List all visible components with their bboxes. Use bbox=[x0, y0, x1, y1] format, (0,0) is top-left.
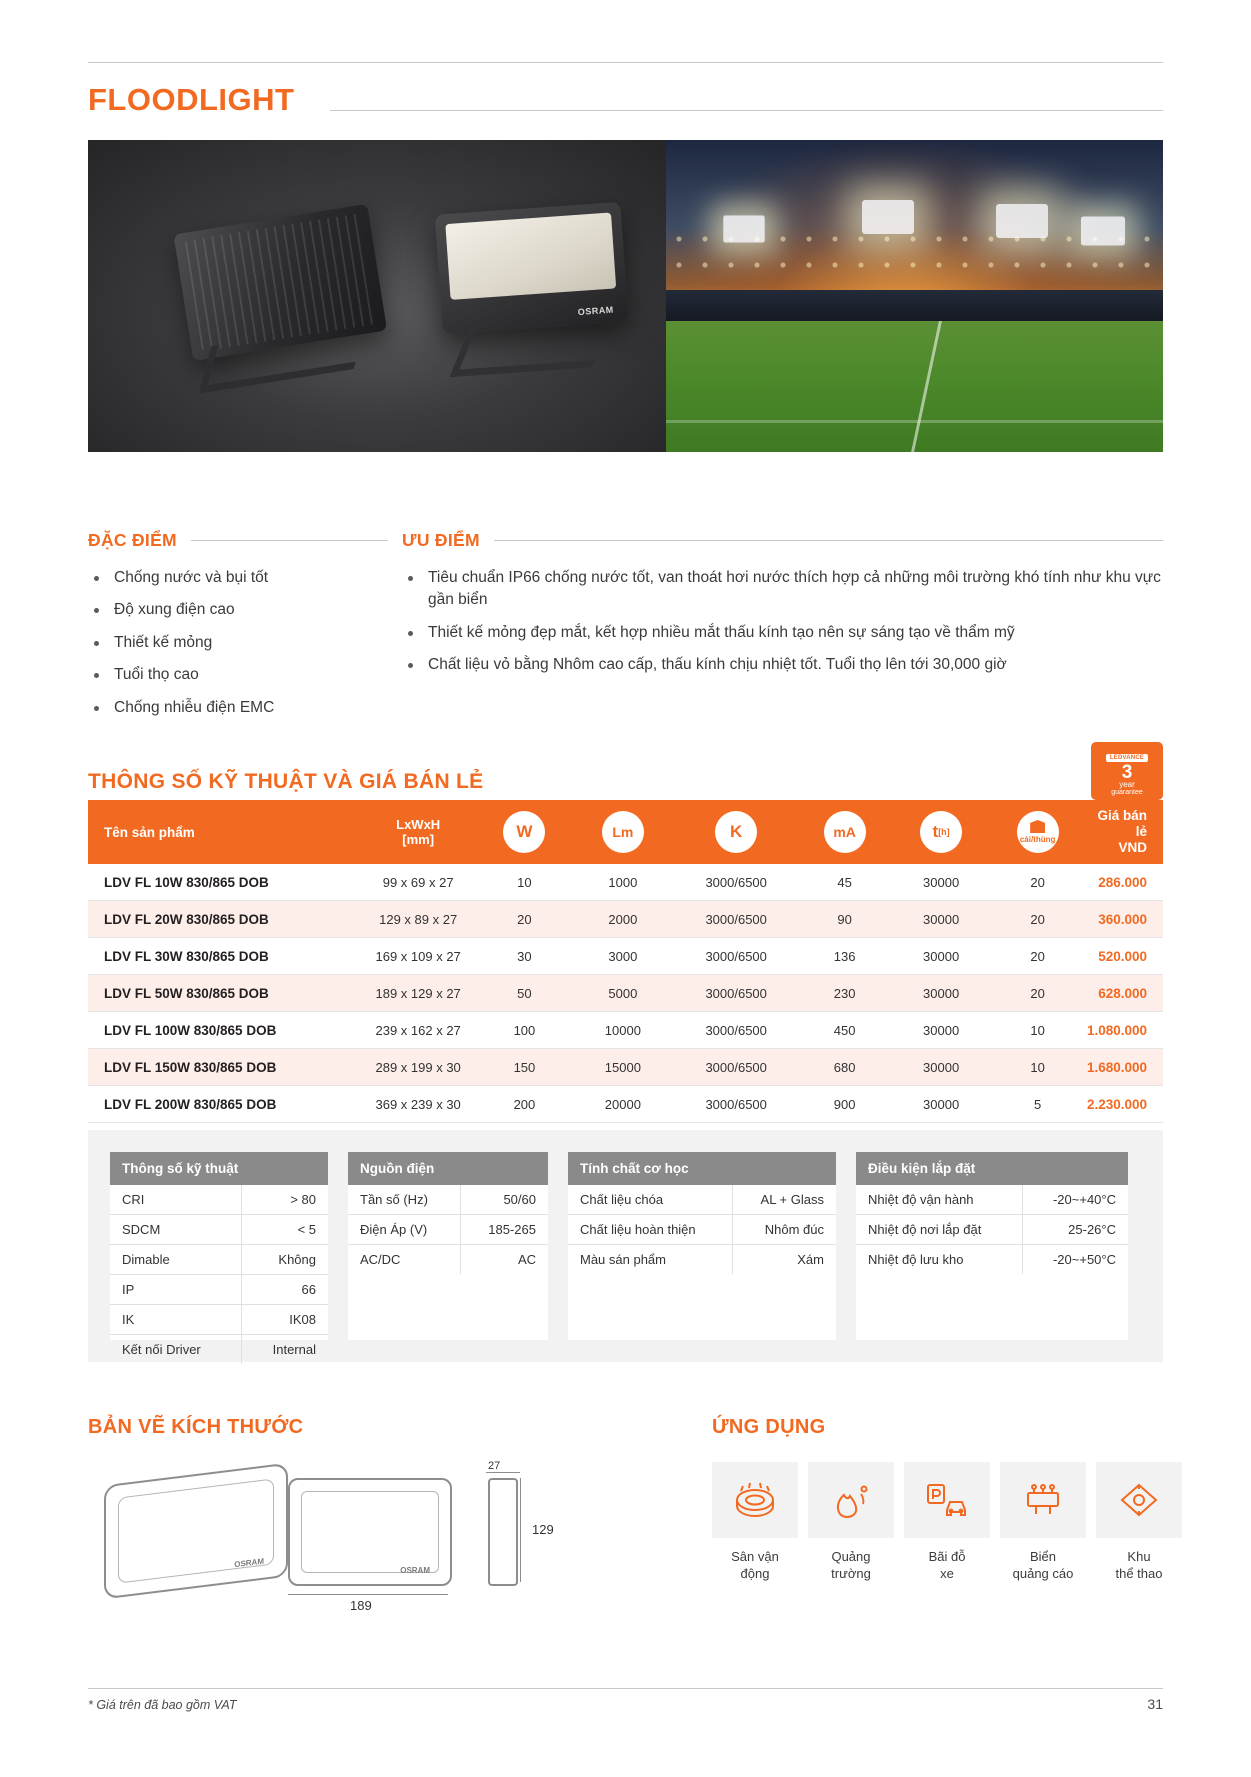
cell-price: 286.000 bbox=[1086, 864, 1163, 901]
dimension-drawing bbox=[88, 1460, 648, 1630]
watt-icon: W bbox=[503, 811, 545, 853]
cell-lm: 1000 bbox=[570, 864, 676, 901]
spec-value: -20~+50°C bbox=[1022, 1245, 1128, 1275]
cell-price: 1.680.000 bbox=[1086, 1049, 1163, 1086]
spec-value: -20~+40°C bbox=[1022, 1185, 1128, 1215]
spec-group-technical bbox=[110, 1152, 328, 1357]
spec-value: Nhôm đúc bbox=[733, 1215, 836, 1245]
features-heading-rule bbox=[191, 540, 388, 541]
drawing-perspective-view bbox=[104, 1463, 288, 1600]
spec-value: < 5 bbox=[242, 1215, 328, 1245]
dimension-line-height bbox=[520, 1478, 521, 1582]
cell-dims: 189 x 129 x 27 bbox=[357, 975, 479, 1012]
spec-value: 185-265 bbox=[460, 1215, 548, 1245]
list-item: Độ xung điện cao bbox=[88, 599, 388, 621]
dimension-line-depth bbox=[486, 1472, 520, 1473]
cell-k: 3000/6500 bbox=[676, 1012, 796, 1049]
features-section bbox=[88, 530, 1163, 729]
spec-key: Nhiệt độ lưu kho bbox=[868, 1252, 964, 1267]
benefits-heading-rule bbox=[494, 540, 1163, 541]
product-photo bbox=[88, 140, 666, 452]
lifetime-letter: t bbox=[932, 822, 939, 841]
cell-name: LDV FL 20W 830/865 DOB bbox=[88, 901, 357, 938]
cell-lm: 5000 bbox=[570, 975, 676, 1012]
cell-t: 30000 bbox=[893, 1086, 990, 1123]
table-row bbox=[88, 1086, 1163, 1123]
page-title: FLOODLIGHT bbox=[88, 82, 295, 117]
spec-row bbox=[568, 1185, 836, 1215]
table-row bbox=[88, 975, 1163, 1012]
cell-box: 20 bbox=[989, 864, 1086, 901]
applications-title: ỨNG DỤNG bbox=[712, 1416, 826, 1438]
spec-row bbox=[568, 1215, 836, 1245]
cell-box: 20 bbox=[989, 975, 1086, 1012]
cell-k: 3000/6500 bbox=[676, 938, 796, 975]
spec-row bbox=[856, 1215, 1128, 1245]
floodlight-angled-view bbox=[173, 203, 394, 382]
application-item bbox=[712, 1462, 798, 1582]
cell-box: 10 bbox=[989, 1012, 1086, 1049]
osram-logo: OSRAM bbox=[234, 1556, 264, 1570]
benefits-column bbox=[388, 530, 1163, 729]
spec-key: Điện Áp (V) bbox=[348, 1215, 460, 1245]
guarantee-label: guarantee bbox=[1111, 789, 1143, 796]
spec-group-power bbox=[348, 1152, 548, 1340]
price-section-title: THÔNG SỐ KỸ THUẬT VÀ GIÁ BÁN LẺ bbox=[88, 770, 484, 793]
cell-ma: 230 bbox=[796, 975, 893, 1012]
cell-price: 1.080.000 bbox=[1086, 1012, 1163, 1049]
application-item bbox=[904, 1462, 990, 1582]
box-label: cái/thùng bbox=[1019, 835, 1056, 844]
spec-group-installation bbox=[856, 1152, 1128, 1340]
title-divider bbox=[330, 110, 1163, 111]
col-price-line2: VND bbox=[1118, 840, 1147, 855]
application-item bbox=[808, 1462, 894, 1582]
spec-value: Internal bbox=[242, 1335, 328, 1365]
box-icon bbox=[1017, 811, 1059, 853]
dimension-depth-label: 27 bbox=[488, 1460, 501, 1472]
spec-row bbox=[856, 1245, 1128, 1275]
spec-row bbox=[856, 1185, 1128, 1215]
dimension-drawing-title: BẢN VẼ KÍCH THƯỚC bbox=[88, 1416, 304, 1438]
cell-ma: 900 bbox=[796, 1086, 893, 1123]
stadium-icon bbox=[712, 1462, 798, 1538]
osram-logo: OSRAM bbox=[577, 304, 615, 318]
cell-name: LDV FL 50W 830/865 DOB bbox=[88, 975, 357, 1012]
spec-value: AL + Glass bbox=[733, 1185, 836, 1215]
col-lumen bbox=[570, 800, 676, 864]
list-item: Tiêu chuẩn IP66 chống nước tốt, van thoát hơi nước thích hợp cả những môi trường khó tính như khu vực gần biển bbox=[402, 567, 1163, 612]
list-item: Thiết kế mỏng bbox=[88, 632, 388, 654]
spec-key: AC/DC bbox=[360, 1252, 401, 1267]
spec-group-title: Điều kiện lắp đặt bbox=[856, 1152, 1128, 1185]
cell-t: 30000 bbox=[893, 1012, 990, 1049]
cell-lm: 3000 bbox=[570, 938, 676, 975]
cell-lm: 2000 bbox=[570, 901, 676, 938]
col-dimensions-line2: [mm] bbox=[402, 832, 435, 847]
spec-row bbox=[110, 1215, 328, 1245]
cell-lm: 20000 bbox=[570, 1086, 676, 1123]
spec-value: Xám bbox=[733, 1245, 836, 1275]
spec-key: Kết nối Driver bbox=[122, 1342, 201, 1357]
col-units-per-box bbox=[989, 800, 1086, 864]
table-row bbox=[88, 864, 1163, 901]
cell-name: LDV FL 10W 830/865 DOB bbox=[88, 864, 357, 901]
benefits-heading: ƯU ĐIỂM bbox=[402, 530, 480, 550]
guarantee-year-label: year bbox=[1119, 780, 1135, 789]
spec-row bbox=[110, 1245, 328, 1275]
page-number: 31 bbox=[1147, 1696, 1163, 1712]
cell-name: LDV FL 150W 830/865 DOB bbox=[88, 1049, 357, 1086]
list-item: Chống nhiễu điện EMC bbox=[88, 697, 388, 719]
dimension-height-label: 129 bbox=[532, 1522, 554, 1537]
plaza-icon bbox=[808, 1462, 894, 1538]
application-label: Sân vận động bbox=[731, 1549, 779, 1581]
application-photo bbox=[666, 140, 1163, 452]
spec-value: Không bbox=[242, 1245, 328, 1275]
cell-k: 3000/6500 bbox=[676, 901, 796, 938]
spec-key: Nhiệt độ nơi lắp đặt bbox=[856, 1215, 1022, 1245]
box-glyph bbox=[1030, 820, 1045, 833]
spec-key: SDCM bbox=[110, 1215, 242, 1245]
milliamp-icon: mA bbox=[824, 811, 866, 853]
spec-key: CRI bbox=[110, 1185, 242, 1215]
lifetime-unit: [h] bbox=[938, 827, 950, 837]
dimension-width-label: 189 bbox=[350, 1598, 372, 1613]
cell-dims: 99 x 69 x 27 bbox=[357, 864, 479, 901]
cell-box: 10 bbox=[989, 1049, 1086, 1086]
dimension-line-width bbox=[288, 1594, 448, 1595]
footer-divider bbox=[88, 1688, 1163, 1689]
spec-key: IK bbox=[110, 1305, 242, 1335]
cell-name: LDV FL 200W 830/865 DOB bbox=[88, 1086, 357, 1123]
spec-value: > 80 bbox=[242, 1185, 328, 1215]
top-divider bbox=[88, 62, 1163, 63]
cell-price: 520.000 bbox=[1086, 938, 1163, 975]
spec-row bbox=[110, 1185, 328, 1215]
features-heading: ĐẶC ĐIỂM bbox=[88, 530, 177, 550]
list-item: Tuổi thọ cao bbox=[88, 664, 388, 686]
cell-t: 30000 bbox=[893, 901, 990, 938]
cell-ma: 90 bbox=[796, 901, 893, 938]
list-item: Chống nước và bụi tốt bbox=[88, 567, 388, 589]
col-dimensions-line1: LxWxH bbox=[396, 817, 441, 832]
cell-price: 360.000 bbox=[1086, 901, 1163, 938]
footnote: * Giá trên đã bao gồm VAT bbox=[88, 1698, 237, 1712]
cell-ma: 680 bbox=[796, 1049, 893, 1086]
cell-w: 50 bbox=[479, 975, 570, 1012]
spec-key: Màu sán phẩm bbox=[580, 1252, 666, 1267]
cell-dims: 289 x 199 x 30 bbox=[357, 1049, 479, 1086]
cell-box: 20 bbox=[989, 938, 1086, 975]
osram-logo: OSRAM bbox=[400, 1566, 430, 1575]
spec-row bbox=[110, 1305, 328, 1335]
table-row bbox=[88, 1012, 1163, 1049]
cell-price: 628.000 bbox=[1086, 975, 1163, 1012]
spec-value: IK08 bbox=[242, 1305, 328, 1335]
applications-list bbox=[712, 1462, 1182, 1582]
spec-row bbox=[110, 1335, 328, 1365]
cell-k: 3000/6500 bbox=[676, 1049, 796, 1086]
spec-group-title: Nguồn điện bbox=[348, 1152, 548, 1185]
guarantee-badge bbox=[1091, 742, 1163, 800]
ledvance-logo: LEDVANCE bbox=[1106, 754, 1148, 762]
spec-row bbox=[348, 1245, 548, 1275]
hero-images bbox=[88, 140, 1163, 452]
cell-k: 3000/6500 bbox=[676, 864, 796, 901]
cell-dims: 129 x 89 x 27 bbox=[357, 901, 479, 938]
floodlight-front-view bbox=[435, 202, 636, 375]
cell-dims: 239 x 162 x 27 bbox=[357, 1012, 479, 1049]
spec-key: Dimable bbox=[110, 1245, 242, 1275]
table-row bbox=[88, 901, 1163, 938]
spec-group-title: Tính chất cơ học bbox=[568, 1152, 836, 1185]
cell-w: 200 bbox=[479, 1086, 570, 1123]
spec-group-title: Thông số kỹ thuật bbox=[110, 1152, 328, 1185]
cell-ma: 450 bbox=[796, 1012, 893, 1049]
spec-row bbox=[348, 1215, 548, 1245]
cell-t: 30000 bbox=[893, 938, 990, 975]
spec-value: 50/60 bbox=[460, 1185, 548, 1215]
col-watt bbox=[479, 800, 570, 864]
cell-w: 30 bbox=[479, 938, 570, 975]
application-item bbox=[1000, 1462, 1086, 1582]
cell-w: 150 bbox=[479, 1049, 570, 1086]
kelvin-icon: K bbox=[715, 811, 757, 853]
drawing-side-view bbox=[488, 1478, 518, 1586]
guarantee-years: 3 bbox=[1121, 762, 1133, 783]
application-item bbox=[1096, 1462, 1182, 1582]
col-current bbox=[796, 800, 893, 864]
cell-t: 30000 bbox=[893, 975, 990, 1012]
cell-w: 20 bbox=[479, 901, 570, 938]
parking-icon bbox=[904, 1462, 990, 1538]
features-column bbox=[88, 530, 388, 729]
drawing-front-view bbox=[288, 1478, 452, 1586]
cell-ma: 45 bbox=[796, 864, 893, 901]
cell-w: 100 bbox=[479, 1012, 570, 1049]
price-table bbox=[88, 800, 1163, 1123]
cell-lm: 15000 bbox=[570, 1049, 676, 1086]
spec-key: Chất liệu hoàn thiện bbox=[568, 1215, 733, 1245]
spec-group-mechanical bbox=[568, 1152, 836, 1340]
cell-name: LDV FL 30W 830/865 DOB bbox=[88, 938, 357, 975]
application-label: Khu thể thao bbox=[1115, 1549, 1163, 1581]
cell-box: 5 bbox=[989, 1086, 1086, 1123]
col-lifetime bbox=[893, 800, 990, 864]
spec-value: AC bbox=[460, 1245, 548, 1275]
cell-k: 3000/6500 bbox=[676, 1086, 796, 1123]
table-row bbox=[88, 938, 1163, 975]
table-row bbox=[88, 1049, 1163, 1086]
cell-t: 30000 bbox=[893, 864, 990, 901]
cell-k: 3000/6500 bbox=[676, 975, 796, 1012]
list-item: Chất liệu vỏ bằng Nhôm cao cấp, thấu kính chịu nhiệt tốt. Tuổi thọ lên tới 30,000 giờ bbox=[402, 654, 1163, 676]
application-label: Bãi đỗ xe bbox=[928, 1549, 966, 1581]
application-label: Biển quảng cáo bbox=[1012, 1549, 1074, 1581]
cell-price: 2.230.000 bbox=[1086, 1086, 1163, 1123]
col-dimensions bbox=[357, 800, 479, 864]
lumen-icon: Lm bbox=[602, 811, 644, 853]
cell-w: 10 bbox=[479, 864, 570, 901]
cell-ma: 136 bbox=[796, 938, 893, 975]
list-item: Thiết kế mỏng đẹp mắt, kết hợp nhiều mắt thấu kính tạo nên sự sáng tạo về thẩm mỹ bbox=[402, 622, 1163, 644]
cell-box: 20 bbox=[989, 901, 1086, 938]
lifetime-icon bbox=[920, 811, 962, 853]
specification-panels bbox=[88, 1130, 1163, 1362]
sports-area-icon bbox=[1096, 1462, 1182, 1538]
spec-row bbox=[348, 1185, 548, 1215]
col-price bbox=[1086, 800, 1163, 864]
cell-dims: 169 x 109 x 27 bbox=[357, 938, 479, 975]
spec-value: 66 bbox=[242, 1275, 328, 1305]
spec-key: Nhiệt độ vận hành bbox=[856, 1185, 1022, 1215]
features-list bbox=[88, 567, 388, 719]
spec-key: IP bbox=[110, 1275, 242, 1305]
cell-lm: 10000 bbox=[570, 1012, 676, 1049]
billboard-icon bbox=[1000, 1462, 1086, 1538]
cell-name: LDV FL 100W 830/865 DOB bbox=[88, 1012, 357, 1049]
spec-value: 25-26°C bbox=[1022, 1215, 1128, 1245]
spec-key: Tần số (Hz) bbox=[348, 1185, 460, 1215]
benefits-list bbox=[402, 567, 1163, 677]
application-label: Quảng trường bbox=[831, 1549, 871, 1581]
cell-t: 30000 bbox=[893, 1049, 990, 1086]
col-price-line1: Giá bán lẻ bbox=[1097, 808, 1147, 839]
cell-dims: 369 x 239 x 30 bbox=[357, 1086, 479, 1123]
spec-row bbox=[568, 1245, 836, 1275]
col-kelvin bbox=[676, 800, 796, 864]
spec-row bbox=[110, 1275, 328, 1305]
spec-key: Chất liệu chóa bbox=[568, 1185, 733, 1215]
table-header-row bbox=[88, 800, 1163, 864]
col-product-name: Tên sản phẩm bbox=[88, 800, 357, 864]
